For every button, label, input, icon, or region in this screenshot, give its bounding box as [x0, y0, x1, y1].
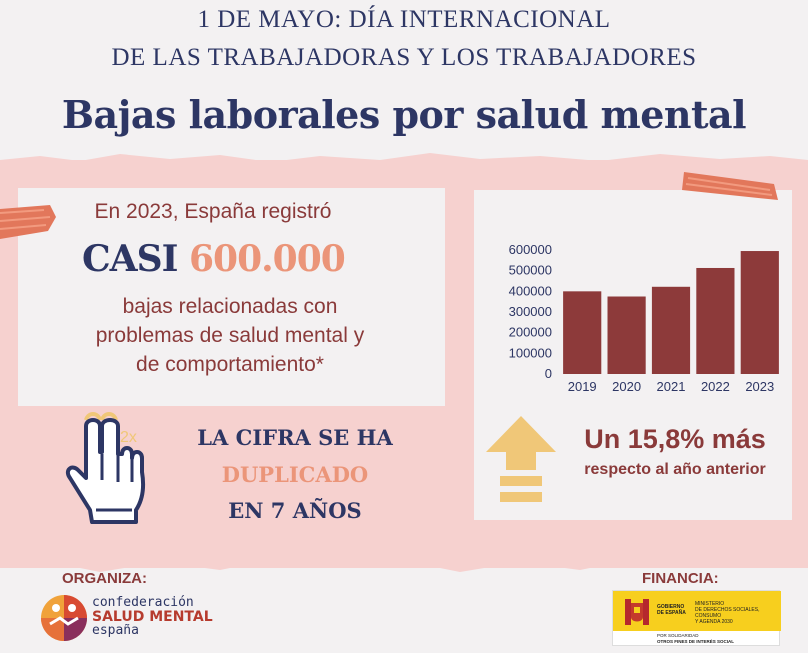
- bar-2023: [741, 251, 779, 374]
- up-arrow-icon: [484, 414, 558, 508]
- org-name-line: SALUD MENTAL: [92, 609, 213, 625]
- bar-2019: [563, 291, 601, 374]
- duplicate-line-3: EN 7 AÑOS: [228, 498, 362, 523]
- gov-right-text: [695, 601, 777, 625]
- increase-subtext: respecto al año anterior: [584, 461, 766, 478]
- government-logo: [612, 590, 780, 646]
- y-tick-label: 400000: [508, 283, 552, 299]
- page-title: Bajas laborales por salud mental: [61, 92, 747, 137]
- gov-left-text: [657, 604, 687, 616]
- hand-badge-label: 2x: [120, 429, 137, 446]
- gov-left-line: DE ESPAÑA: [657, 610, 686, 616]
- y-tick-label: 500000: [508, 262, 552, 278]
- brush-stroke-right-icon: [680, 170, 780, 206]
- financia-label: FINANCIA:: [642, 570, 719, 587]
- gov-right-line: Y AGENDA 2030: [695, 619, 733, 625]
- y-tick-label: 200000: [508, 324, 552, 340]
- gov-right-line: DE DERECHOS SOCIALES, CONSUMO: [695, 607, 760, 619]
- x-tick-label: 2022: [700, 379, 730, 394]
- description-text: [40, 292, 420, 379]
- y-tick-label: 600000: [508, 242, 552, 257]
- torn-edge-top: [0, 150, 808, 168]
- x-tick-label: 2020: [612, 379, 642, 394]
- casi-label: CASI: [82, 238, 178, 280]
- org-name-line: confederación: [92, 595, 194, 610]
- number-value: 600.000: [188, 238, 345, 280]
- bar-2021: [652, 287, 690, 374]
- duplicate-line-2: DUPLICADO: [221, 462, 369, 487]
- hand-two-fingers-icon: [62, 406, 152, 526]
- gov-bottom-text: [657, 633, 777, 645]
- header-line-2: DE LAS TRABAJADORAS Y LOS TRABAJADORES: [111, 44, 697, 71]
- gov-left-line: GOBIERNO: [657, 604, 685, 610]
- y-tick-label: 100000: [508, 345, 552, 361]
- intro-text: En 2023, España registró: [94, 200, 332, 223]
- gov-right-line: MINISTERIO: [695, 601, 725, 607]
- description-line: problemas de salud mental y: [95, 324, 365, 347]
- gov-bottom-line: OTROS FINES DE INTERÉS SOCIAL: [657, 639, 735, 644]
- coat-of-arms-icon: [623, 597, 651, 627]
- bar-2020: [608, 297, 646, 375]
- organiza-label: ORGANIZA:: [62, 570, 147, 587]
- org-name-line: españa: [92, 623, 139, 638]
- duplicate-line-1: LA CIFRA SE HA: [197, 425, 393, 450]
- headline-number: [82, 238, 345, 280]
- header-line-1: 1 DE MAYO: DÍA INTERNACIONAL: [197, 6, 611, 33]
- x-tick-label: 2019: [567, 379, 597, 394]
- org-name: [92, 596, 213, 638]
- increase-percentage: Un 15,8% más: [584, 424, 766, 454]
- y-tick-label: 0: [544, 366, 552, 381]
- x-tick-label: 2021: [656, 379, 686, 394]
- bar-2022: [696, 268, 734, 374]
- description-line: bajas relacionadas con: [122, 295, 338, 318]
- y-tick-label: 300000: [508, 304, 552, 319]
- bar-chart: [490, 236, 790, 396]
- gov-bottom-line: POR SOLIDARIDAD: [657, 633, 699, 638]
- x-tick-label: 2023: [745, 379, 775, 394]
- description-line: de comportamiento*: [136, 353, 324, 376]
